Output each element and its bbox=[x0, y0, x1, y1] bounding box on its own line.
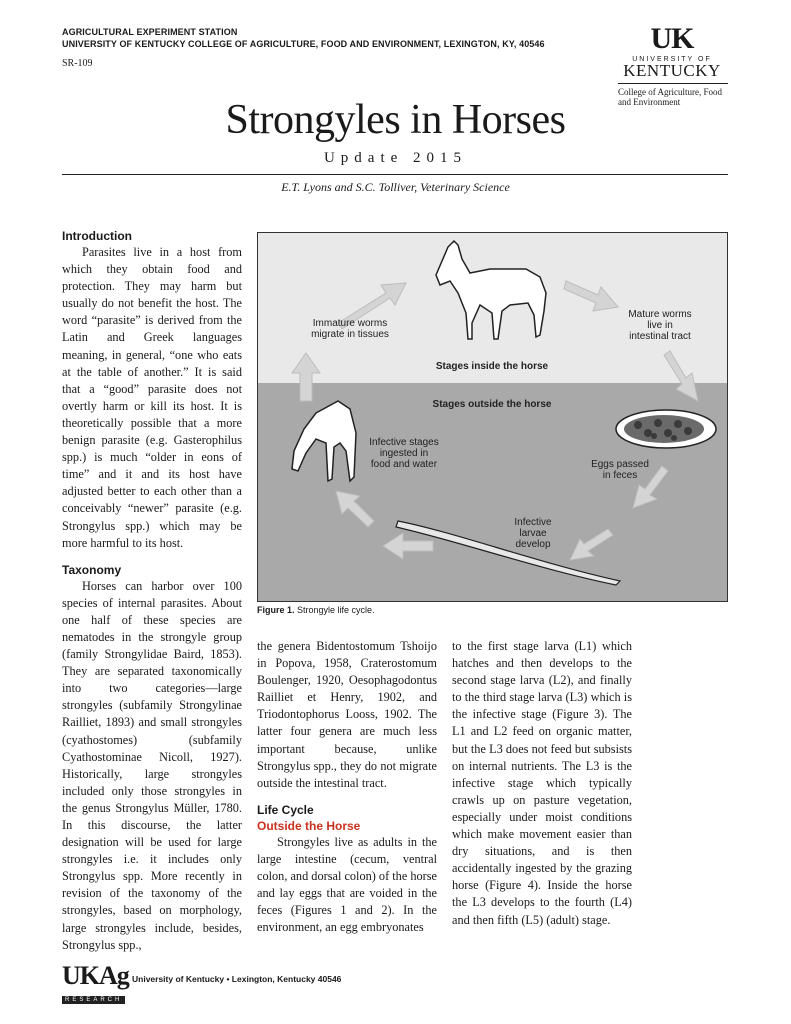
label-outside: Stages outside the horse bbox=[432, 399, 552, 410]
life-cycle-figure bbox=[257, 232, 728, 602]
label-larvae-line3: develop bbox=[515, 539, 551, 550]
figure-caption-label: Figure 1. bbox=[257, 605, 295, 615]
label-eggs-line1: Eggs passed bbox=[591, 459, 649, 470]
footer-logo bbox=[62, 961, 129, 1006]
label-inside: Stages inside the horse bbox=[435, 361, 549, 372]
uk-logo-college: College of Agriculture, Food and Environment bbox=[618, 83, 728, 107]
uk-logo-mark: UK bbox=[650, 22, 694, 55]
intro-paragraph: Parasites live in a host from which they obtain food and protection. They may harm but usually do not benefit the host. The word “parasite” is derived from the Latin and Greek languages meaning, in general, “one who eats at the table of another.” It is said that a “good” parasite does not overtly harm or kill its host. It is theoretically possible that a more benign parasite (e.g. Gasterophilus spp.) is much “older in eons of time” and it and its host have adjusted better to each other than a conceivably “newer” parasite (e.g. Strongylus spp.) which may be more harmful to its host. bbox=[62, 245, 242, 550]
college-line: UNIVERSITY OF KENTUCKY COLLEGE OF AGRICULTURE, FOOD AND ENVIRONMENT, LEXINGTON, KY, 40546 bbox=[62, 39, 545, 49]
label-infective-line2: ingested in bbox=[379, 448, 429, 459]
larva-paragraph: to the first stage larva (L1) which hatches and then develops to the second stage larva (L2), and finally to the third stage larva (L3) which is the infective stage (Figure 3). The L1 and L2 feed on organic matter, but the L3 does not feed but subsists on internal nutrients. The L3 is the infective stage which typically crawls up on pasture vegetation, especially under moist conditions which make movement easier than dry situations, and is then accidentally ingested by the grazing horse (Figure 4). Inside the horse the L3 develops to the fourth (L4) and then fifth (L5) (adult) stage. bbox=[452, 639, 632, 927]
label-mature-line1: Mature worms bbox=[628, 309, 692, 320]
station-header bbox=[62, 26, 545, 50]
footer-address: University of Kentucky • Lexington, Kentucky 40546 bbox=[132, 974, 342, 984]
label-mature-line3: intestinal tract bbox=[629, 331, 691, 342]
uk-logo bbox=[612, 24, 732, 107]
taxonomy-heading: Taxonomy bbox=[62, 562, 122, 577]
uk-logo-university: UNIVERSITY OF bbox=[632, 56, 712, 63]
station-name: AGRICULTURAL EXPERIMENT STATION bbox=[62, 27, 238, 37]
life-cycle-heading: Life Cycle bbox=[257, 802, 314, 817]
column-1 bbox=[62, 228, 242, 954]
label-immature-line1: Immature worms bbox=[312, 318, 388, 329]
label-immature-line2: migrate in tissues bbox=[311, 329, 389, 340]
label-eggs-line2: in feces bbox=[602, 470, 638, 481]
life-cycle-paragraph: Strongyles live as adults in the large intestine (cecum, ventral colon, and dorsal colon) of the horse and lay eggs that are voided in the feces (Figures 1 and 2). In the environment, an egg embryonates bbox=[257, 834, 437, 935]
genera-paragraph: the genera Bidentostomum Tshoijo in Popova, 1958, Craterostomum Boulenger, 1920, Oesophagodontus Railliet et Henry, 1902, and Triodontophorus Looss, 1902. The latter four genera are much less important because, unlike Strongylus spp., they do not migrate outside the intestinal tract. bbox=[257, 639, 437, 790]
page-subtitle: Update 2015 bbox=[323, 150, 468, 166]
figure-caption bbox=[257, 605, 375, 615]
publication-code: SR-109 bbox=[62, 58, 93, 69]
column-3 bbox=[452, 638, 632, 929]
intro-heading: Introduction bbox=[62, 229, 132, 243]
label-larvae-line1: Infective bbox=[514, 517, 552, 528]
label-infective-line3: food and water bbox=[370, 459, 438, 470]
ukag-research: RESEARCH bbox=[62, 996, 125, 1004]
label-infective-line1: Infective stages bbox=[369, 437, 439, 448]
outside-horse-heading: Outside the Horse bbox=[257, 818, 361, 833]
title-divider bbox=[62, 174, 728, 175]
life-cycle-diagram bbox=[258, 233, 727, 601]
authors-line: E.T. Lyons and S.C. Tolliver, Veterinary Science bbox=[281, 180, 510, 194]
label-larvae-line2: larvae bbox=[519, 528, 547, 539]
figure-caption-text: Strongyle life cycle. bbox=[297, 605, 375, 615]
taxonomy-paragraph: Horses can harbor over 100 species of internal parasites. About one half of these species are nematodes in the strongyle group (family Strongylidae Baird, 1853). They are separated taxonomically into two categories—large strongyles (subfamily Strongylinae Railliet, 1893) and small strongyles (cyathostomes) (subfamily Cyathostominae Nicoll, 1927). Historically, large strongyles included only those strongyles in the genus Strongylus Müller, 1780. In this discourse, the latter designation will be used for large strongyles i.e. it includes only Strongylus spp. More recently in revision of the taxonomy of the strongyles, based on morphology, large strongyles include, besides, Strongylus spp., bbox=[62, 578, 242, 952]
ukag-logo: UKAg bbox=[62, 961, 129, 990]
eggs-icon bbox=[624, 415, 704, 443]
label-mature-line2: live in bbox=[647, 320, 673, 331]
uk-logo-kentucky: KENTUCKY bbox=[623, 61, 721, 80]
column-2 bbox=[257, 638, 437, 936]
page-title: Strongyles in Horses bbox=[225, 97, 566, 143]
